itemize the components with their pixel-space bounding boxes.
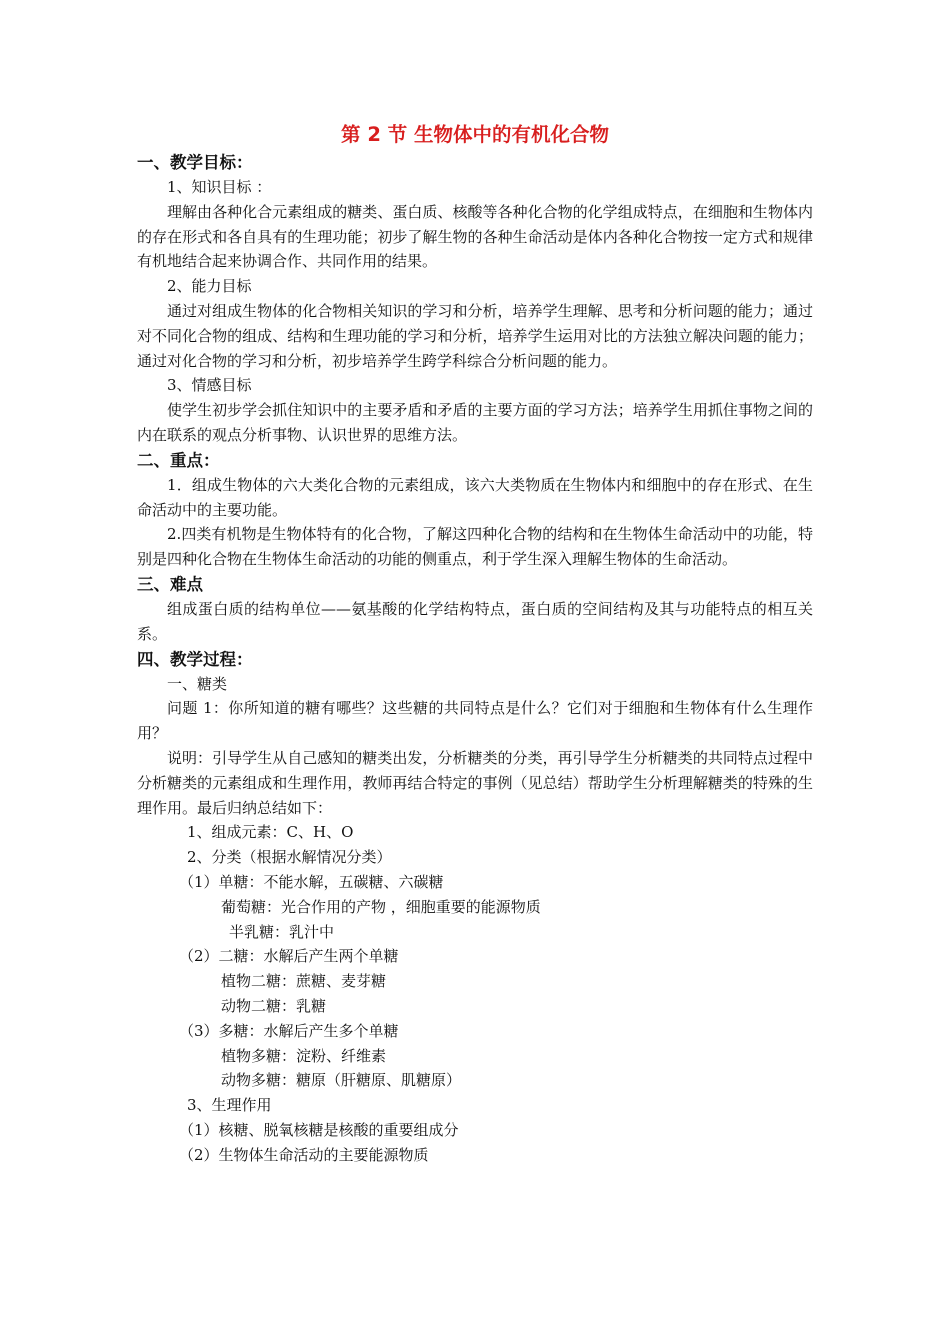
list-item: 2、分类（根据水解情况分类） [187, 848, 392, 867]
section-heading-difficulties: 三、难点 [137, 574, 203, 594]
section-heading-objectives: 一、教学目标： [137, 153, 253, 172]
key-point-1: 1．组成生物体的六大类化合物的元素组成，该六大类物质在生物体内和细胞中的存在形式、在生命活动中的主要功能。 [137, 475, 813, 519]
section-heading-key-points: 二、重点： [137, 450, 220, 470]
list-item: （1）单糖：不能水解，五碳糖、六碳糖 [179, 872, 444, 891]
knowledge-goal-text: 理解由各种化合元素组成的糖类、蛋白质、核酸等各种化合物的化学组成特点，在细胞和生物体内的存在形式和各自具有的生理功能；初步了解生物的各种生命活动是体内各种化合物按一定方式和规律有机地结合起来协调合作、共同作用的结果。 [137, 202, 813, 271]
list-item: （2）二糖：水解后产生两个单糖 [179, 947, 399, 966]
list-item: 半乳糖：乳汁中 [229, 922, 335, 941]
list-item: （3）多糖：水解后产生多个单糖 [179, 1021, 399, 1040]
knowledge-goal-label: 1、知识目标 ： [167, 178, 272, 196]
page-title: 第 2 节 生物体中的有机化合物 [341, 123, 609, 146]
list-item: 动物多糖：糖原（肝糖原、肌糖原） [221, 1071, 462, 1090]
document-page [137, 120, 813, 1167]
ability-goal-text: 通过对组成生物体的化合物相关知识的学习和分析，培养学生理解、思考和分析问题的能力；通过对不同化合物的组成、结构和生理功能的学习和分析，培养学生运用对比的方法独立解决问题的能力；通过对化合物的学习和分析，初步培养学生跨学科综合分析问题的能力。 [137, 301, 813, 370]
list-item: 1、组成元素：C、H、O [187, 823, 354, 842]
list-item: 植物二糖：蔗糖、麦芽糖 [221, 972, 387, 991]
emotion-goal-text: 使学生初步学会抓住知识中的主要矛盾和矛盾的主要方面的学习方法；培养学生用抓住事物之间的内在联系的观点分析事物、认识世界的思维方法。 [137, 401, 813, 444]
list-item: （2）生物体生命活动的主要能源物质 [179, 1145, 429, 1164]
key-point-2: 2.四类有机物是生物体特有的化合物，了解这四种化合物的结构和在生物体生命活动中的功能，特别是四种化合物在生物体生命活动的功能的侧重点，利于学生深入理解生物体的生命活动。 [137, 525, 813, 569]
list-item: 3、生理作用 [187, 1096, 272, 1115]
difficulty-text: 组成蛋白质的结构单位——氨基酸的化学结构特点，蛋白质的空间结构及其与功能特点的相互关系。 [137, 599, 813, 643]
list-item: 葡萄糖：光合作用的产物 ，细胞重要的能源物质 [221, 897, 541, 916]
list-item: 动物二糖：乳糖 [221, 996, 327, 1015]
ability-goal-label: 2、能力目标 [167, 277, 252, 296]
emotion-goal-label: 3、情感目标 [167, 376, 252, 395]
question-1: 问题 1：你所知道的糖有哪些？这些糖的共同特点是什么？它们对于细胞和生物体有什么生理作用？ [137, 699, 813, 743]
sugar-subheading: 一、糖类 [167, 674, 228, 693]
list-item: （1）核糖、脱氧核糖是核酸的重要组成分 [179, 1120, 459, 1139]
list-item: 植物多糖：淀粉、纤维素 [221, 1046, 387, 1065]
section-heading-process: 四、教学过程： [137, 649, 253, 669]
explanation-text: 说明：引导学生从自己感知的糖类出发，分析糖类的分类，再引导学生分析糖类的共同特点过程中分析糖类的元素组成和生理作用，教师再结合特定的事例（见总结）帮助学生分析理解糖类的特殊的生理作用。最后归纳总结如下： [137, 748, 813, 817]
